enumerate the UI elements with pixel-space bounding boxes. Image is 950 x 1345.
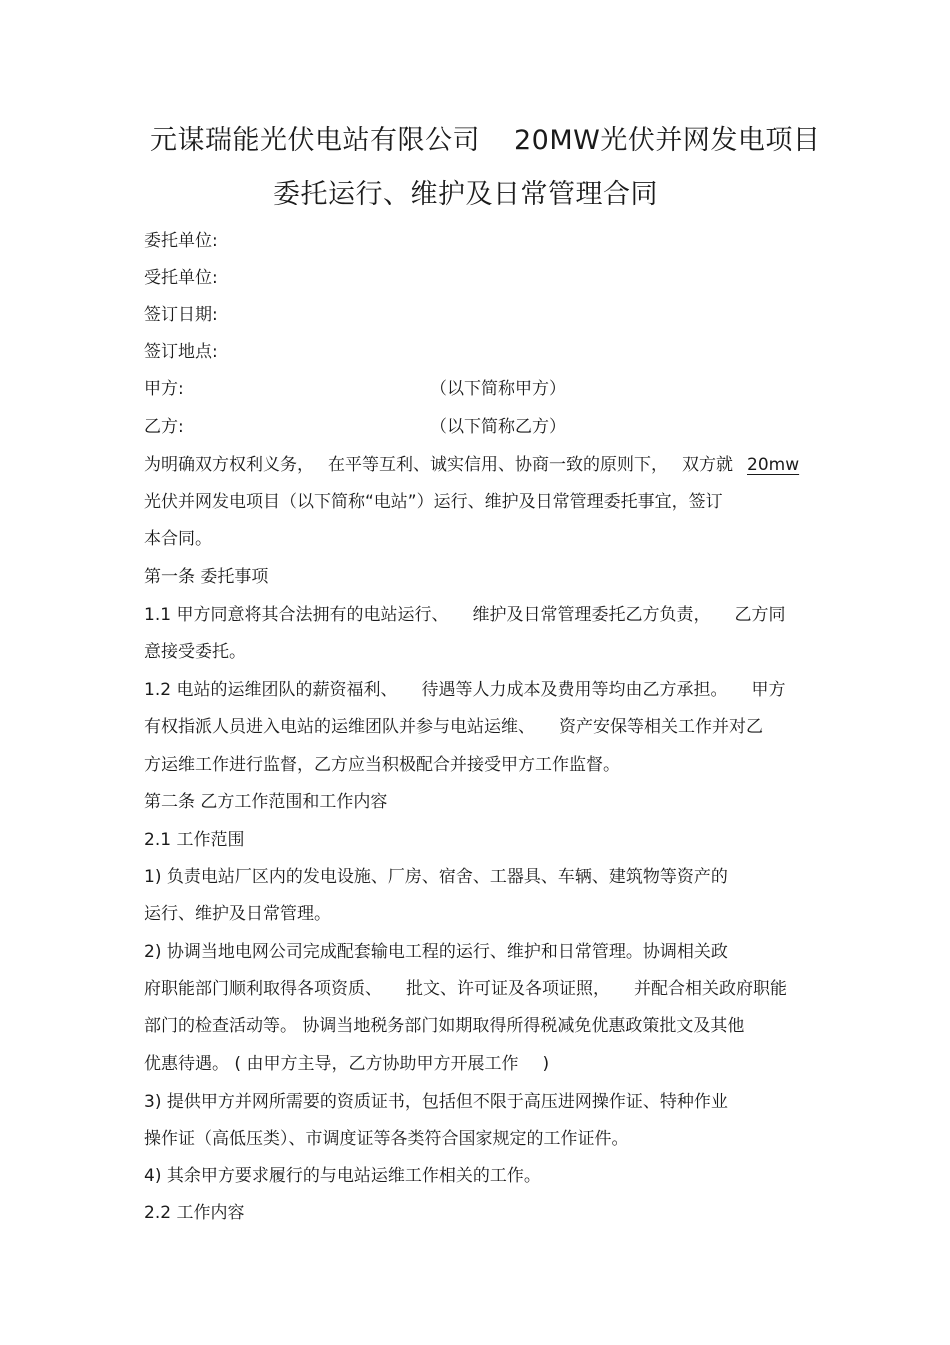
- clause-1-1-line-1: [144, 604, 785, 626]
- clause-1-1-text-c: 乙方同: [734, 605, 786, 625]
- item-2-line-1: 2) 协调当地电网公司完成配套输电工程的运行、维护和日常管理。协调相关政: [144, 942, 728, 962]
- item-2-text-d: 优惠待遇。 ( 由甲方主导，乙方协助甲方开展工作: [144, 1054, 519, 1074]
- field-sign-place: 签订地点:: [144, 342, 218, 362]
- article-2-heading: 第二条 乙方工作范围和工作内容: [144, 792, 388, 812]
- clause-1-1-text-b: 维护及日常管理委托乙方负责，: [472, 605, 711, 625]
- field-party-a: [144, 378, 844, 400]
- item-1-line-1: 1) 负责电站厂区内的发电设施、厂房、宿舍、工器具、车辆、建筑物等资产的: [144, 867, 728, 887]
- item-1-line-2: 运行、维护及日常管理。: [144, 904, 331, 924]
- clause-1-2-text-c: 甲方: [751, 680, 786, 700]
- item-2-line-2: [144, 978, 787, 1000]
- party-a-label: 甲方:: [144, 379, 184, 399]
- preamble-capacity: 20mw: [747, 455, 800, 475]
- field-client: 委托单位:: [144, 231, 218, 251]
- title-company: 元谋瑞能光伏电站有限公司: [150, 125, 480, 156]
- item-2-text-e: ): [542, 1054, 550, 1074]
- item-3-line-2: 操作证（高低压类）、市调度证等各类符合国家规定的工作证件。: [144, 1129, 629, 1149]
- title-project: 20MW光伏并网发电项目: [514, 125, 821, 156]
- document-title-line1: [150, 118, 820, 157]
- item-2-text-c: 并配合相关政府职能: [634, 979, 787, 999]
- item-3-line-1: 3) 提供甲方并网所需要的资质证书，包括但不限于高压进网操作证、特种作业: [144, 1092, 728, 1112]
- clause-1-2-line-2: [144, 716, 763, 738]
- preamble-line-2: 光伏并网发电项目（以下简称“电站”）运行、维护及日常管理委托事宜，签订: [144, 492, 723, 512]
- item-2-line-4: [144, 1053, 549, 1075]
- clause-1-2-text-a: 1.2 电站的运维团队的薪资福利、: [144, 680, 398, 700]
- clause-1-2-line-1: [144, 679, 785, 701]
- section-2-1-heading: 2.1 工作范围: [144, 830, 245, 850]
- clause-1-2-text-b: 待遇等人力成本及费用等均由乙方承担。: [421, 680, 728, 700]
- field-contractor: 受托单位:: [144, 268, 218, 288]
- preamble-text-b: 在平等互利、诚实信用、协商一致的原则下，: [328, 455, 668, 475]
- item-2-text-a: 府职能部门顺利取得各项资质、: [144, 979, 382, 999]
- document-title-line2: 委托运行、维护及日常管理合同: [273, 179, 658, 210]
- section-2-2-heading: 2.2 工作内容: [144, 1203, 245, 1223]
- clause-1-2-line-3: 方运维工作进行监督，乙方应当积极配合并接受甲方工作监督。: [144, 755, 620, 775]
- item-2-line-3: 部门的检查活动等。 协调当地税务部门如期取得所得税减免优惠政策批文及其他: [144, 1016, 745, 1036]
- clause-1-2-text-e: 资产安保等相关工作并对乙: [559, 717, 763, 737]
- preamble-text-a: 为明确双方权利义务，: [144, 455, 314, 475]
- party-b-note: （以下简称乙方）: [430, 417, 566, 437]
- preamble-text-c: 双方就: [682, 455, 733, 475]
- preamble-line-1: [144, 454, 799, 476]
- party-a-note: （以下简称甲方）: [430, 379, 566, 399]
- field-party-b: [144, 416, 844, 438]
- field-sign-date: 签订日期:: [144, 305, 218, 325]
- clause-1-1-text-a: 1.1 甲方同意将其合法拥有的电站运行、: [144, 605, 449, 625]
- item-4-line-1: 4) 其余甲方要求履行的与电站运维工作相关的工作。: [144, 1166, 541, 1186]
- item-2-text-b: 批文、许可证及各项证照，: [406, 979, 610, 999]
- preamble-line-3: 本合同。: [144, 529, 212, 549]
- clause-1-2-text-d: 有权指派人员进入电站的运维团队并参与电站运维、: [144, 717, 535, 737]
- article-1-heading: 第一条 委托事项: [144, 567, 269, 587]
- clause-1-1-line-2: 意接受委托。: [144, 642, 246, 662]
- party-b-label: 乙方:: [144, 417, 184, 437]
